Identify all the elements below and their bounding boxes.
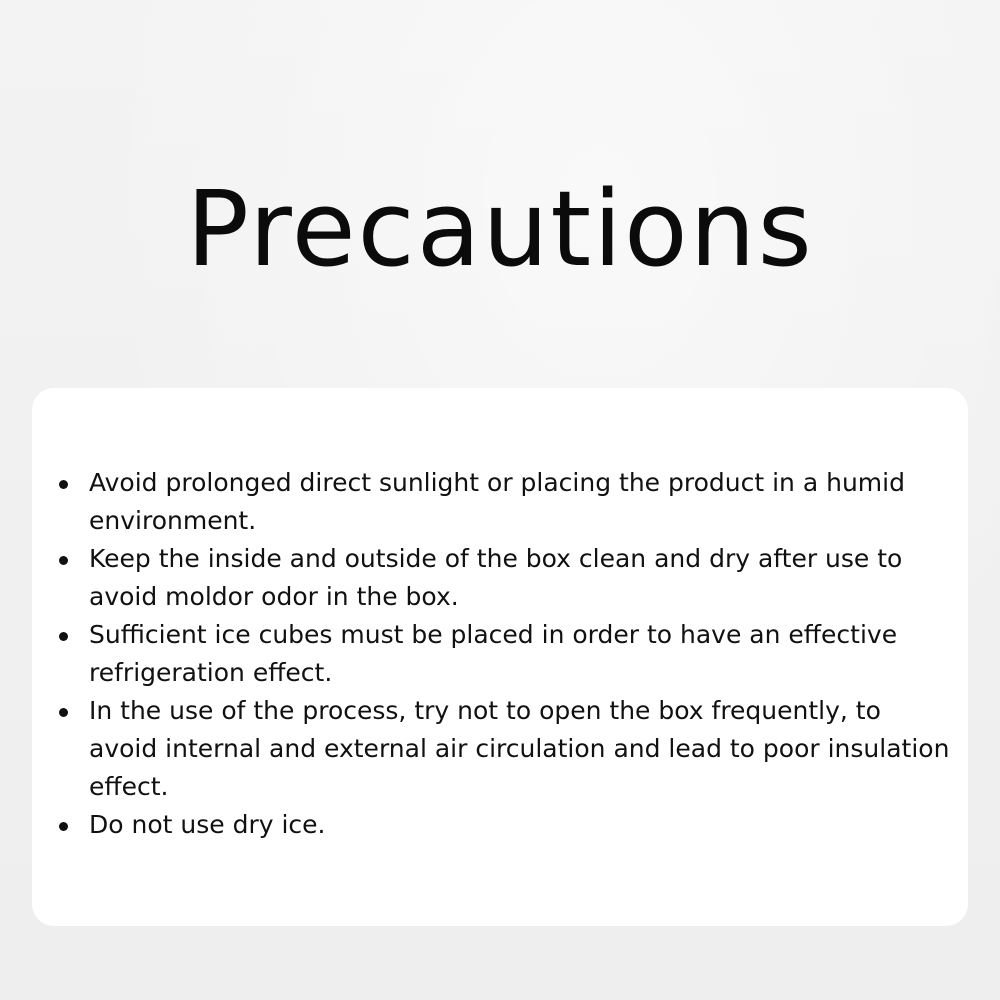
page-title: Precautions [186, 168, 814, 290]
precaution-text: Do not use dry ice. [89, 810, 326, 839]
precaution-text: Keep the inside and outside of the box clean and dry after use to avoid moldor odor in the box. [89, 544, 903, 611]
bullet-icon [59, 822, 68, 831]
precaution-text: Sufficient ice cubes must be placed in order to have an effective refrigeration effect. [89, 620, 898, 687]
list-item [56, 540, 956, 616]
list-item [56, 464, 956, 540]
list-item [56, 806, 956, 844]
precautions-card [32, 388, 968, 926]
bullet-icon [59, 708, 68, 717]
list-item [56, 616, 956, 692]
bullet-icon [59, 632, 68, 641]
list-item [56, 692, 956, 806]
precaution-text: In the use of the process, try not to open the box frequently, to avoid internal and external air circulation and lead to poor insulation effect. [89, 696, 950, 801]
precaution-text: Avoid prolonged direct sunlight or placing the product in a humid environment. [89, 468, 905, 535]
bullet-icon [59, 556, 68, 565]
precautions-list [56, 464, 956, 844]
bullet-icon [59, 480, 68, 489]
